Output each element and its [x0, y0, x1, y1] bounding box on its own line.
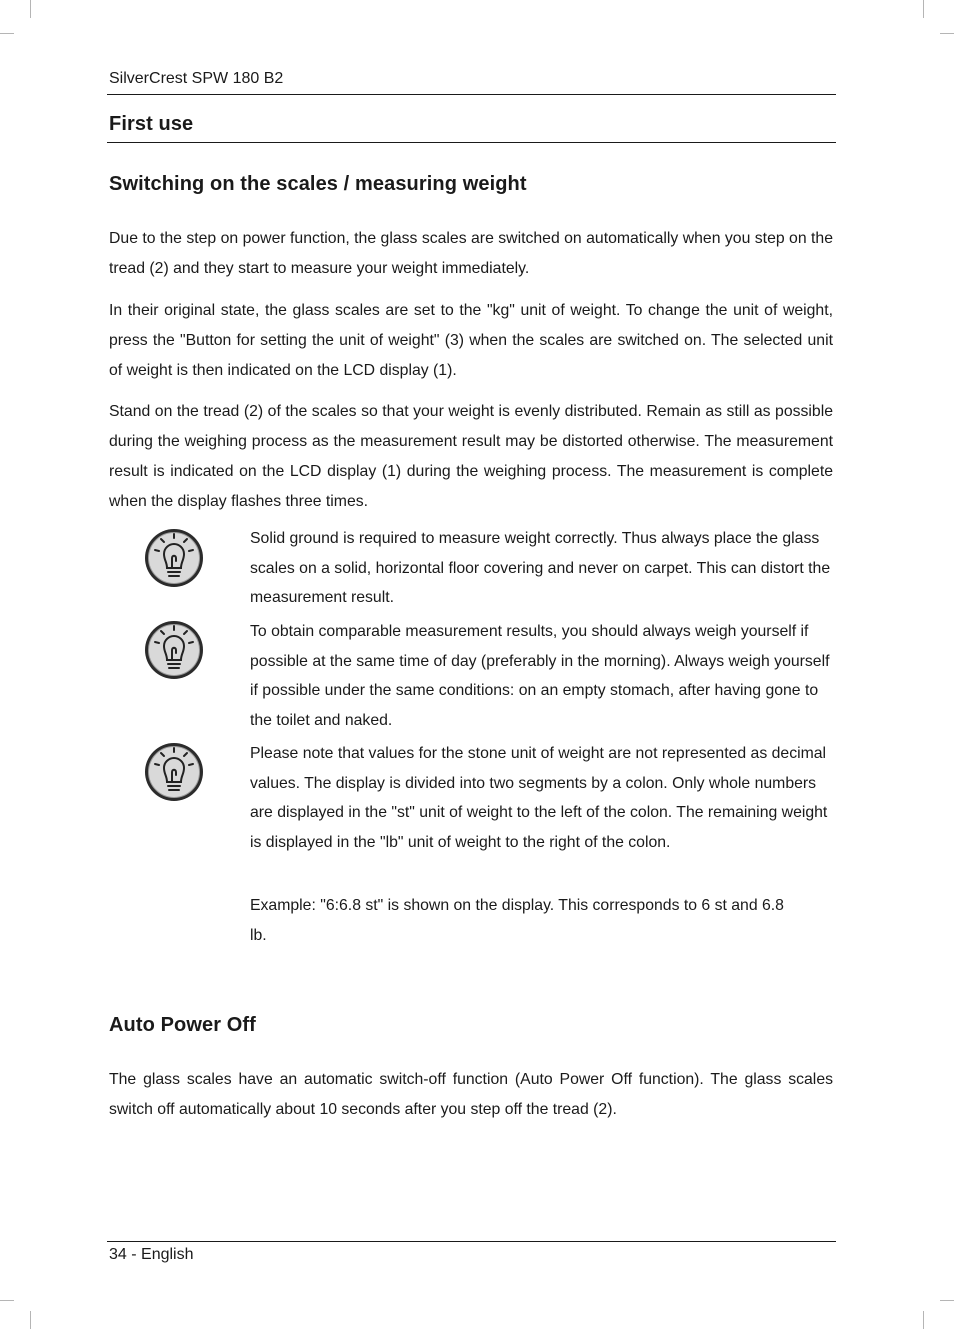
- crop-mark: [30, 0, 31, 18]
- tip-note-example: Example: "6:6.8 st" is shown on the display. This corresponds to 6 st and 6.8 lb.: [250, 897, 784, 944]
- crop-mark: [923, 1311, 924, 1329]
- page-header: SilverCrest SPW 180 B2: [109, 70, 284, 87]
- section-title-first-use: First use: [109, 113, 194, 135]
- crop-mark: [940, 33, 954, 34]
- lightbulb-icon: [143, 741, 205, 803]
- paragraph: Stand on the tread (2) of the scales so that your weight is evenly distributed. Remain as still as possible during the weighing process as the measurement result may be distorted otherwise. The measurement result is indicated on the LCD display (1) during the weighing process. The measurement is complete when the display flashes three times.: [109, 403, 833, 510]
- lightbulb-icon: [143, 619, 205, 681]
- crop-mark: [0, 1300, 14, 1301]
- tip-note: Solid ground is required to measure weight correctly. Thus always place the glass scales on a solid, horizontal floor covering and never on carpet. This can distort the measurement result.: [250, 530, 831, 607]
- tip-note: To obtain comparable measurement results, you should always weigh yourself if possible at the same time of day (preferably in the morning). Always weigh yourself if possible under the same conditions: on an empty stomach, after having gone to the toilet and naked.: [250, 623, 830, 730]
- crop-mark: [30, 1311, 31, 1329]
- section-rule: [107, 142, 836, 143]
- crop-mark: [923, 0, 924, 18]
- header-rule: [107, 94, 836, 95]
- crop-mark: [0, 33, 14, 34]
- lightbulb-icon: [143, 527, 205, 589]
- section-title-switching-on: Switching on the scales / measuring weight: [109, 173, 527, 195]
- section-title-auto-power-off: Auto Power Off: [109, 1014, 256, 1036]
- tip-note: Please note that values for the stone unit of weight are not represented as decimal values. The display is divided into two segments by a colon. Only whole numbers are displayed in the "st" unit of weight to the left of the colon. The remaining weight is displayed in the "lb" unit of weight to the right of the colon.: [250, 745, 828, 852]
- paragraph: Due to the step on power function, the glass scales are switched on automatically when you step on the tread (2) and they start to measure your weight immediately.: [109, 230, 833, 277]
- crop-mark: [940, 1300, 954, 1301]
- paragraph: In their original state, the glass scales are set to the "kg" unit of weight. To change the unit of weight, press the "Button for setting the unit of weight" (3) when the scales are switched on. The selected unit of weight is then indicated on the LCD display (1).: [109, 302, 833, 379]
- page-footer: 34 - English: [109, 1246, 194, 1263]
- footer-rule: [107, 1241, 836, 1242]
- paragraph: The glass scales have an automatic switch-off function (Auto Power Off function). The glass scales switch off automatically about 10 seconds after you step off the tread (2).: [109, 1071, 833, 1118]
